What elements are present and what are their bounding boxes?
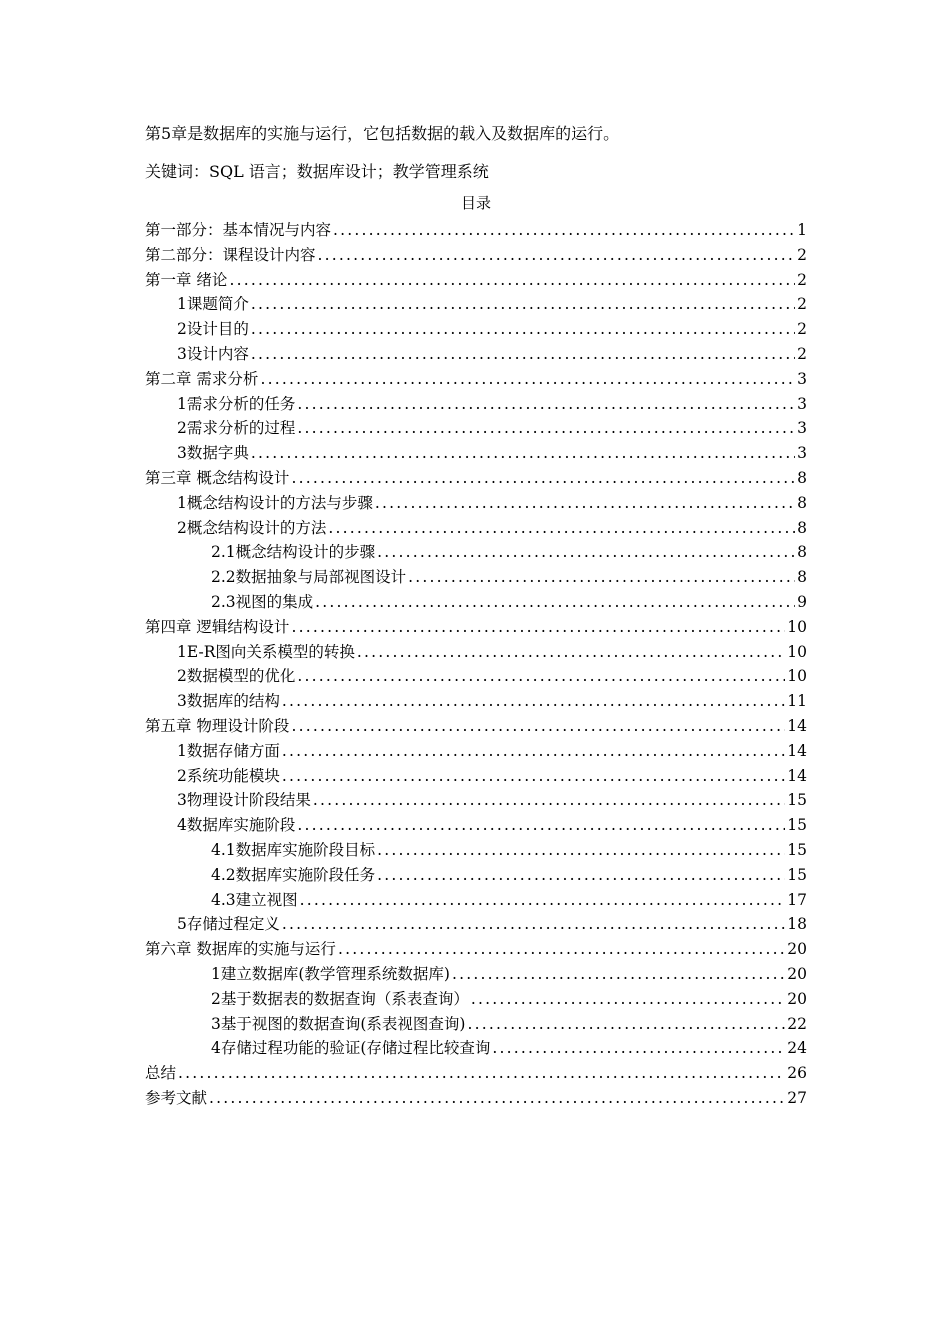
toc-page-number: 14 — [787, 741, 807, 760]
toc-entry-title: 第三章 概念结构设计 — [145, 468, 290, 487]
toc-page-number: 3 — [797, 444, 807, 463]
toc-dot-leader — [492, 1036, 785, 1061]
toc-entry[interactable] — [145, 689, 807, 714]
toc-page-number: 26 — [787, 1064, 807, 1083]
toc-page-number: 10 — [787, 617, 807, 636]
toc-page-number: 15 — [787, 865, 807, 884]
toc-page-number: 10 — [787, 667, 807, 686]
toc-entry[interactable] — [145, 838, 807, 863]
toc-entry-title: 1数据存储方面 — [177, 741, 280, 760]
toc-entry-title: 第二章 需求分析 — [145, 369, 259, 388]
toc-dot-leader — [251, 441, 795, 466]
toc-dot-leader — [377, 838, 785, 863]
toc-page-number: 20 — [787, 964, 807, 983]
toc-entry-title: 1建立数据库(教学管理系统数据库) — [211, 964, 450, 983]
toc-page-number: 8 — [797, 568, 807, 587]
toc-entry-title: 2数据模型的优化 — [177, 667, 296, 686]
toc-entry[interactable] — [145, 987, 807, 1012]
toc-dot-leader — [377, 540, 795, 565]
toc-entry-title: 参考文献 — [145, 1088, 208, 1107]
toc-entry-title: 第一章 绪论 — [145, 270, 228, 289]
toc-entry[interactable] — [145, 441, 807, 466]
toc-page-number: 3 — [797, 419, 807, 438]
toc-page-number: 8 — [797, 468, 807, 487]
toc-dot-leader — [282, 764, 785, 789]
toc-entry[interactable] — [145, 788, 807, 813]
toc-title: 目录 — [460, 194, 491, 212]
toc-page-number: 10 — [787, 642, 807, 661]
toc-dot-leader — [357, 640, 785, 665]
toc-dot-leader — [229, 268, 795, 293]
toc-dot-leader — [282, 912, 785, 937]
toc-dot-leader — [333, 218, 795, 243]
toc-entry-title: 3设计内容 — [177, 344, 249, 363]
keywords-line: 关键词：SQL 语言；数据库设计；教学管理系统 — [145, 162, 489, 181]
toc-entry-title: 第六章 数据库的实施与运行 — [145, 940, 336, 959]
toc-entry-title: 1E-R图向关系模型的转换 — [177, 642, 355, 661]
toc-entry-title: 1概念结构设计的方法与步骤 — [177, 493, 373, 512]
toc-entry[interactable] — [145, 590, 807, 615]
toc-page-number: 1 — [797, 221, 807, 239]
document-page — [145, 122, 807, 1111]
toc-dot-leader — [471, 987, 785, 1012]
toc-entry[interactable] — [145, 912, 807, 937]
toc-page-number: 3 — [797, 369, 807, 388]
toc-entry-title: 2概念结构设计的方法 — [177, 518, 327, 537]
toc-dot-leader — [297, 664, 785, 689]
toc-entry[interactable] — [145, 714, 807, 739]
toc-dot-leader — [318, 243, 796, 268]
toc-entry-title: 第二部分：课程设计内容 — [145, 245, 316, 264]
toc-entry[interactable] — [145, 218, 807, 243]
toc-entry[interactable] — [145, 367, 807, 392]
toc-entry[interactable] — [145, 516, 807, 541]
toc-page-number: 8 — [797, 493, 807, 512]
toc-page-number: 8 — [797, 543, 807, 562]
toc-dot-leader — [375, 491, 795, 516]
toc-page-number: 11 — [787, 692, 807, 711]
toc-entry-title: 4.3建立视图 — [211, 890, 298, 909]
toc-dot-leader — [328, 516, 795, 541]
toc-page-number: 24 — [787, 1039, 807, 1058]
toc-dot-leader — [315, 590, 795, 615]
toc-entry[interactable] — [145, 243, 807, 268]
toc-page-number: 17 — [787, 890, 807, 909]
toc-entry[interactable] — [145, 863, 807, 888]
toc-dot-leader — [297, 416, 795, 441]
toc-dot-leader — [408, 565, 795, 590]
toc-entry-title: 4.2数据库实施阶段任务 — [211, 865, 376, 884]
toc-entry-title: 2.2数据抽象与局部视图设计 — [211, 568, 407, 587]
toc-entry[interactable] — [145, 640, 807, 665]
toc-page-number: 15 — [787, 791, 807, 810]
toc-entry[interactable] — [145, 615, 807, 640]
toc-dot-leader — [467, 1012, 785, 1037]
toc-dot-leader — [377, 863, 785, 888]
toc-entry[interactable] — [145, 342, 807, 367]
toc-entry-title: 2需求分析的过程 — [177, 419, 296, 438]
toc-entry-title: 2基于数据表的数据查询（系表查询） — [211, 989, 469, 1008]
toc-entry[interactable] — [145, 1086, 807, 1111]
toc-entry-title: 1课题简介 — [177, 295, 249, 314]
toc-page-number: 14 — [787, 716, 807, 735]
toc-page-number: 18 — [787, 915, 807, 934]
toc-page-number: 2 — [797, 245, 807, 264]
toc-dot-leader — [209, 1086, 785, 1111]
toc-page-number: 15 — [787, 816, 807, 835]
toc-page-number: 2 — [797, 270, 807, 289]
toc-page-number: 2 — [797, 295, 807, 314]
toc-entry-title: 第一部分：基本情况与内容 — [145, 221, 332, 239]
toc-entry[interactable] — [145, 664, 807, 689]
toc-page-number: 14 — [787, 766, 807, 785]
toc-page-number: 2 — [797, 344, 807, 363]
toc-entry-title: 4存储过程功能的验证(存储过程比较查询 — [211, 1039, 491, 1058]
toc-dot-leader — [300, 888, 786, 913]
toc-entry-title: 4.1数据库实施阶段目标 — [211, 840, 376, 859]
toc-entry-title: 2.3视图的集成 — [211, 592, 314, 611]
toc-entry-title: 总结 — [145, 1064, 177, 1083]
toc-entry-title: 2系统功能模块 — [177, 766, 280, 785]
toc-page-number: 9 — [797, 592, 807, 611]
toc-entry-title: 3数据库的结构 — [177, 692, 280, 711]
toc-entry-title: 4数据库实施阶段 — [177, 816, 296, 835]
toc-dot-leader — [313, 788, 785, 813]
toc-dot-leader — [338, 937, 785, 962]
toc-entry[interactable] — [145, 1012, 807, 1037]
toc-dot-leader — [291, 466, 795, 491]
toc-entry-title: 2.1概念结构设计的步骤 — [211, 543, 376, 562]
toc-page-number: 20 — [787, 989, 807, 1008]
toc-entry-title: 5存储过程定义 — [177, 915, 280, 934]
toc-dot-leader — [178, 1061, 785, 1086]
toc-entry[interactable] — [145, 268, 807, 293]
toc-entry[interactable] — [145, 565, 807, 590]
toc-dot-leader — [251, 342, 795, 367]
toc-entry[interactable] — [145, 962, 807, 987]
toc-entry[interactable] — [145, 466, 807, 491]
toc-dot-leader — [251, 292, 795, 317]
toc-entry[interactable] — [145, 937, 807, 962]
table-of-contents — [145, 218, 807, 1111]
toc-dot-leader — [291, 615, 785, 640]
toc-entry[interactable] — [145, 764, 807, 789]
toc-entry[interactable] — [145, 1061, 807, 1086]
toc-entry[interactable] — [145, 888, 807, 913]
toc-dot-leader — [297, 813, 785, 838]
toc-entry[interactable] — [145, 540, 807, 565]
toc-entry-title: 3基于视图的数据查询(系表视图查询) — [211, 1014, 466, 1033]
toc-entry[interactable] — [145, 491, 807, 516]
intro-paragraph: 第5章是数据库的实施与运行，它包括数据的载入及数据库的运行。 — [145, 124, 620, 143]
toc-entry[interactable] — [145, 813, 807, 838]
toc-dot-leader — [282, 739, 785, 764]
toc-page-number: 15 — [787, 840, 807, 859]
toc-dot-leader — [260, 367, 795, 392]
toc-page-number: 27 — [787, 1088, 807, 1107]
toc-page-number: 3 — [797, 394, 807, 413]
toc-page-number: 22 — [787, 1014, 807, 1033]
toc-dot-leader — [452, 962, 785, 987]
toc-dot-leader — [251, 317, 795, 342]
toc-entry[interactable] — [145, 317, 807, 342]
toc-entry[interactable] — [145, 739, 807, 764]
toc-entry-title: 2设计目的 — [177, 320, 249, 339]
toc-dot-leader — [297, 392, 795, 417]
toc-entry-title: 1需求分析的任务 — [177, 394, 296, 413]
toc-entry[interactable] — [145, 416, 807, 441]
toc-page-number: 20 — [787, 940, 807, 959]
toc-entry-title: 3物理设计阶段结果 — [177, 791, 311, 810]
toc-entry[interactable] — [145, 1036, 807, 1061]
toc-dot-leader — [282, 689, 785, 714]
toc-entry-title: 第五章 物理设计阶段 — [145, 716, 290, 735]
toc-entry[interactable] — [145, 392, 807, 417]
toc-entry[interactable] — [145, 292, 807, 317]
toc-page-number: 2 — [797, 320, 807, 339]
toc-dot-leader — [291, 714, 785, 739]
toc-entry-title: 第四章 逻辑结构设计 — [145, 617, 290, 636]
toc-page-number: 8 — [797, 518, 807, 537]
toc-entry-title: 3数据字典 — [177, 444, 249, 463]
